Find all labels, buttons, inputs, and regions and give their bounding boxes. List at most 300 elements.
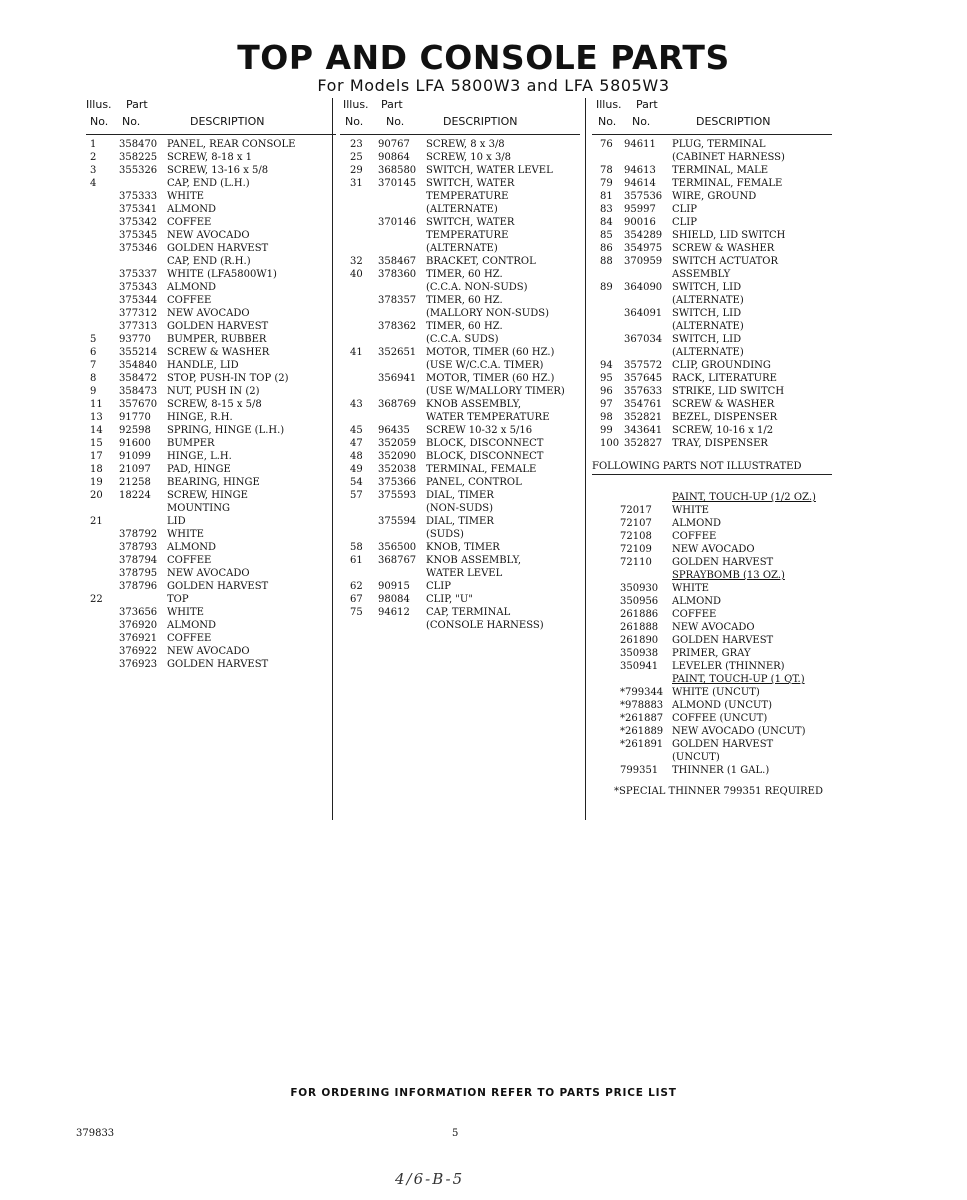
part-number: 72110 [620,557,652,568]
part-description: (ALTERNATE) [672,347,744,358]
illus-number: 88 [600,256,613,267]
part-number: 364090 [624,282,663,293]
part-description: TRAY, DISPENSER [672,438,768,449]
part-number: 354761 [624,399,663,410]
part-description: ALMOND [672,518,722,529]
part-description: SCREW & WASHER [672,399,775,410]
part-number: 378792 [119,529,158,540]
part-description: GOLDEN HARVEST [672,557,774,568]
part-number: 352090 [378,451,417,462]
part-row [86,359,336,372]
column-header [86,98,336,135]
part-number: 357572 [624,360,663,371]
part-number: 72017 [620,505,652,516]
part-description: TIMER, 60 HZ. [426,295,503,306]
part-number: 378796 [119,581,158,592]
part-row [592,582,832,595]
illus-number: 96 [600,386,613,397]
illus-no-label: No. [90,115,109,128]
part-number: 378795 [119,568,158,579]
part-row [340,476,580,489]
part-description: (USE W/MALLORY TIMER) [426,386,565,397]
description-label: DESCRIPTION [696,115,771,128]
part-description: (ALTERNATE) [672,295,744,306]
not-illustrated-list [592,491,832,777]
part-row [340,606,580,619]
part-description: KNOB ASSEMBLY, [426,555,522,566]
illus-number: 81 [600,191,613,202]
part-row [86,411,336,424]
part-number: 375366 [378,477,417,488]
part-number: *799344 [620,687,664,698]
part-row [592,229,832,242]
part-number: 375345 [119,230,158,241]
part-description: WHITE [167,607,204,618]
part-description: SCREW, 8-15 x 5/8 [167,399,262,410]
illus-number: 98 [600,412,613,423]
part-description: CLIP [672,204,697,215]
part-row [86,151,336,164]
part-number: 376921 [119,633,158,644]
illus-number: 58 [350,542,363,553]
part-row [592,530,832,543]
part-row [592,294,832,307]
part-description: WHITE [167,529,204,540]
part-row [592,385,832,398]
part-description: WHITE [672,583,709,594]
illus-no-label: No. [345,115,364,128]
part-description: COFFEE [672,609,717,620]
part-row [592,621,832,634]
part-number: 261888 [620,622,659,633]
special-note: *SPECIAL THINNER 799351 REQUIRED [614,786,823,797]
part-number: 350930 [620,583,659,594]
illus-number: 67 [350,594,363,605]
part-label: Part [636,98,658,111]
part-row [592,543,832,556]
part-description: (C.C.A. NON-SUDS) [426,282,528,293]
illus-number: 49 [350,464,363,475]
part-number: 355326 [119,165,158,176]
part-row [592,216,832,229]
illus-number: 95 [600,373,613,384]
part-number: 91770 [119,412,151,423]
part-row [592,699,832,712]
part-description: NEW AVOCADO [167,308,250,319]
part-row [340,619,580,632]
part-description: COFFEE (UNCUT) [672,713,768,724]
illus-number: 54 [350,477,363,488]
part-row [340,528,580,541]
illus-number: 1 [90,139,97,150]
part-row [340,580,580,593]
part-number: 91099 [119,451,151,462]
part-row [340,333,580,346]
illus-number: 29 [350,165,363,176]
part-row [592,320,832,333]
part-number: 375594 [378,516,417,527]
part-number: 352827 [624,438,663,449]
part-description: COFFEE [167,295,212,306]
illus-number: 21 [90,516,103,527]
part-row [592,738,832,751]
part-description: SCREW, 8 x 3/8 [426,139,505,150]
illus-number: 31 [350,178,363,189]
part-row [86,515,336,528]
part-description: SCREW, 10-16 x 1/2 [672,425,774,436]
part-number: 375344 [119,295,158,306]
part-number: 370959 [624,256,663,267]
part-description: WHITE [167,191,204,202]
part-description: RACK, LITERATURE [672,373,777,384]
part-description: TEMPERATURE [426,191,509,202]
illus-number: 40 [350,269,363,280]
part-description: BLOCK, DISCONNECT [426,451,544,462]
part-row [592,346,832,359]
part-row [86,437,336,450]
illus-number: 4 [90,178,97,189]
part-number: 91600 [119,438,151,449]
part-description: SCREW, 13-16 x 5/8 [167,165,269,176]
part-description: NUT, PUSH IN (2) [167,386,260,397]
part-row [340,268,580,281]
parts-list [86,138,336,671]
part-description: TERMINAL, FEMALE [672,178,783,189]
part-number: 90915 [378,581,410,592]
part-description: BRACKET, CONTROL [426,256,536,267]
illus-number: 41 [350,347,363,358]
part-number: 799351 [620,765,659,776]
parts-column-2 [340,98,580,632]
part-description: SWITCH, WATER [426,217,515,228]
part-row [340,320,580,333]
part-number: 375346 [119,243,158,254]
part-number: 350956 [620,596,659,607]
part-row [340,398,580,411]
part-row [592,725,832,738]
part-row [592,164,832,177]
part-row [340,242,580,255]
part-description: BUMPER, RUBBER [167,334,267,345]
part-row [340,190,580,203]
part-number: 357670 [119,399,158,410]
not-illustrated-heading: FOLLOWING PARTS NOT ILLUSTRATED [592,460,832,475]
part-description: COFFEE [167,633,212,644]
part-row [340,294,580,307]
part-description: BEZEL, DISPENSER [672,412,778,423]
part-description: KNOB ASSEMBLY, [426,399,522,410]
part-number: 378362 [378,321,417,332]
illus-number: 6 [90,347,97,358]
part-number: 94614 [624,178,656,189]
part-description: (MALLORY NON-SUDS) [426,308,549,319]
part-row [592,686,832,699]
part-description: KNOB, TIMER [426,542,500,553]
part-description: PLUG, TERMINAL [672,139,766,150]
part-description: CLIP [672,217,697,228]
part-description: LID [167,516,186,527]
illus-number: 13 [90,412,103,423]
part-description: NEW AVOCADO (UNCUT) [672,726,806,737]
part-row [592,411,832,424]
part-number: 72108 [620,531,652,542]
part-row [340,255,580,268]
page-number: 5 [452,1128,459,1139]
part-row [340,177,580,190]
part-description: WHITE [672,505,709,516]
part-description: SCREW, 8-18 x 1 [167,152,253,163]
illus-number: 20 [90,490,103,501]
part-row [340,411,580,424]
part-description: CAP, END (R.H.) [167,256,251,267]
part-description: PAINT, TOUCH-UP (1/2 OZ.) [672,492,816,503]
part-number: 375342 [119,217,158,228]
parts-column-3 [592,98,832,798]
part-number: *261891 [620,739,664,750]
part-row [340,372,580,385]
page-title: TOP AND CONSOLE PARTS [237,38,730,77]
part-number: 368769 [378,399,417,410]
part-number: 357633 [624,386,663,397]
part-row [86,346,336,359]
part-description: ALMOND (UNCUT) [672,700,772,711]
part-row [340,593,580,606]
part-number: 356500 [378,542,417,553]
part-row [592,517,832,530]
part-description: NEW AVOCADO [167,568,250,579]
part-number: 72107 [620,518,652,529]
part-description: SCREW, HINGE [167,490,248,501]
part-description: BEARING, HINGE [167,477,260,488]
part-row [592,307,832,320]
ordering-footer: FOR ORDERING INFORMATION REFER TO PARTS PRICE LIST [290,1087,677,1099]
illus-number: 14 [90,425,103,436]
part-description: SHIELD, LID SWITCH [672,230,786,241]
part-number: 375341 [119,204,158,215]
part-description: SCREW & WASHER [167,347,270,358]
part-description: THINNER (1 GAL.) [672,765,770,776]
part-row [86,450,336,463]
part-row [592,177,832,190]
part-number: *978883 [620,700,664,711]
part-row [86,333,336,346]
part-row [86,424,336,437]
part-description: (CONSOLE HARNESS) [426,620,544,631]
part-description: WATER TEMPERATURE [426,412,550,423]
illus-number: 5 [90,334,97,345]
part-number: 90767 [378,139,410,150]
part-description: PRIMER, GRAY [672,648,751,659]
part-row [340,281,580,294]
part-number: 21097 [119,464,151,475]
illus-number: 97 [600,399,613,410]
part-description: SWITCH, LID [672,282,742,293]
part-row [86,502,336,515]
part-row [592,764,832,777]
part-number: *261889 [620,726,664,737]
part-row [592,556,832,569]
part-row [86,463,336,476]
part-number: 350941 [620,661,659,672]
illus-number: 84 [600,217,613,228]
part-row [340,151,580,164]
part-description: (NON-SUDS) [426,503,494,514]
part-number: 368580 [378,165,417,176]
part-number: 367034 [624,334,663,345]
part-no-label: No. [122,115,141,128]
part-row [86,164,336,177]
part-description: CLIP [426,581,451,592]
part-row [592,634,832,647]
part-row [86,567,336,580]
part-description: SWITCH ACTUATOR [672,256,779,267]
part-description: HINGE, R.H. [167,412,233,423]
handwritten-note: 4/6-B-5 [395,1170,465,1188]
part-description: (ALTERNATE) [672,321,744,332]
illus-number: 7 [90,360,97,371]
part-description: BLOCK, DISCONNECT [426,438,544,449]
part-description: SWITCH, WATER [426,178,515,189]
part-number: 357645 [624,373,663,384]
part-number: 261886 [620,609,659,620]
part-number: 358472 [119,373,158,384]
part-row [86,645,336,658]
part-row [340,437,580,450]
part-row [592,660,832,673]
part-description: NEW AVOCADO [672,544,755,555]
part-number: 375343 [119,282,158,293]
parts-list [340,138,580,632]
part-number: 94611 [624,139,656,150]
part-description: ALMOND [167,620,217,631]
part-row [86,255,336,268]
part-row [592,190,832,203]
illus-no-label: No. [598,115,617,128]
part-row [340,359,580,372]
part-description: TIMER, 60 HZ. [426,269,503,280]
part-row [592,372,832,385]
page-subtitle: For Models LFA 5800W3 and LFA 5805W3 [317,76,670,95]
part-number: 370145 [378,178,417,189]
part-row [592,268,832,281]
part-description: PANEL, REAR CONSOLE [167,139,296,150]
part-number: 358225 [119,152,158,163]
part-number: 350938 [620,648,659,659]
part-number: 378360 [378,269,417,280]
part-description: GOLDEN HARVEST [167,659,269,670]
part-row [86,138,336,151]
part-number: 373656 [119,607,158,618]
part-row [86,580,336,593]
part-number: 352059 [378,438,417,449]
part-row [592,595,832,608]
illus-number: 17 [90,451,103,462]
part-number: 354975 [624,243,663,254]
part-description: (ALTERNATE) [426,204,498,215]
part-row [86,372,336,385]
illus-number: 25 [350,152,363,163]
illus-number: 62 [350,581,363,592]
part-description: STOP, PUSH-IN TOP (2) [167,373,289,384]
part-description: PANEL, CONTROL [426,477,522,488]
part-number: 378357 [378,295,417,306]
part-description: GOLDEN HARVEST [672,739,774,750]
illus-label: Illus. [86,98,112,111]
part-row [592,359,832,372]
part-description: SWITCH, LID [672,334,742,345]
column-header [340,98,580,135]
part-number: 358467 [378,256,417,267]
part-row [592,751,832,764]
illus-number: 19 [90,477,103,488]
part-row [86,242,336,255]
part-description: COFFEE [167,217,212,228]
part-row [86,307,336,320]
part-row [340,515,580,528]
part-row [86,489,336,502]
part-row [340,567,580,580]
illus-number: 22 [90,594,103,605]
part-row [86,528,336,541]
part-description: MOUNTING [167,503,230,514]
part-row [340,164,580,177]
part-row [86,619,336,632]
part-number: 96435 [378,425,410,436]
document-number: 379833 [76,1128,115,1139]
part-number: 357536 [624,191,663,202]
part-row [86,476,336,489]
parts-column-1 [86,98,336,671]
part-description: COFFEE [672,531,717,542]
part-description: ALMOND [167,282,217,293]
part-row [592,203,832,216]
part-description: GOLDEN HARVEST [167,581,269,592]
illus-number: 2 [90,152,97,163]
part-description: WHITE (UNCUT) [672,687,760,698]
part-description: GOLDEN HARVEST [167,243,269,254]
part-row [340,502,580,515]
part-row [592,281,832,294]
part-number: 377313 [119,321,158,332]
part-description: ALMOND [167,542,217,553]
part-number: 375593 [378,490,417,501]
part-number: 358470 [119,139,158,150]
part-number: 261890 [620,635,659,646]
part-row [86,320,336,333]
part-number: 90016 [624,217,656,228]
part-row [86,541,336,554]
illus-number: 23 [350,139,363,150]
part-description: SCREW 10-32 x 5/16 [426,425,533,436]
illus-label: Illus. [343,98,369,111]
part-row [340,346,580,359]
part-number: 378793 [119,542,158,553]
illus-number: 61 [350,555,363,566]
part-description: LEVELER (THINNER) [672,661,785,672]
part-description: SWITCH, LID [672,308,742,319]
part-row [86,268,336,281]
part-row [592,569,832,582]
part-no-label: No. [632,115,651,128]
part-row [592,242,832,255]
part-description: SCREW & WASHER [672,243,775,254]
part-row [592,491,832,504]
part-description: TIMER, 60 HZ. [426,321,503,332]
part-number: 21258 [119,477,151,488]
illus-number: 100 [600,438,620,449]
part-row [86,229,336,242]
column-header [592,98,832,135]
